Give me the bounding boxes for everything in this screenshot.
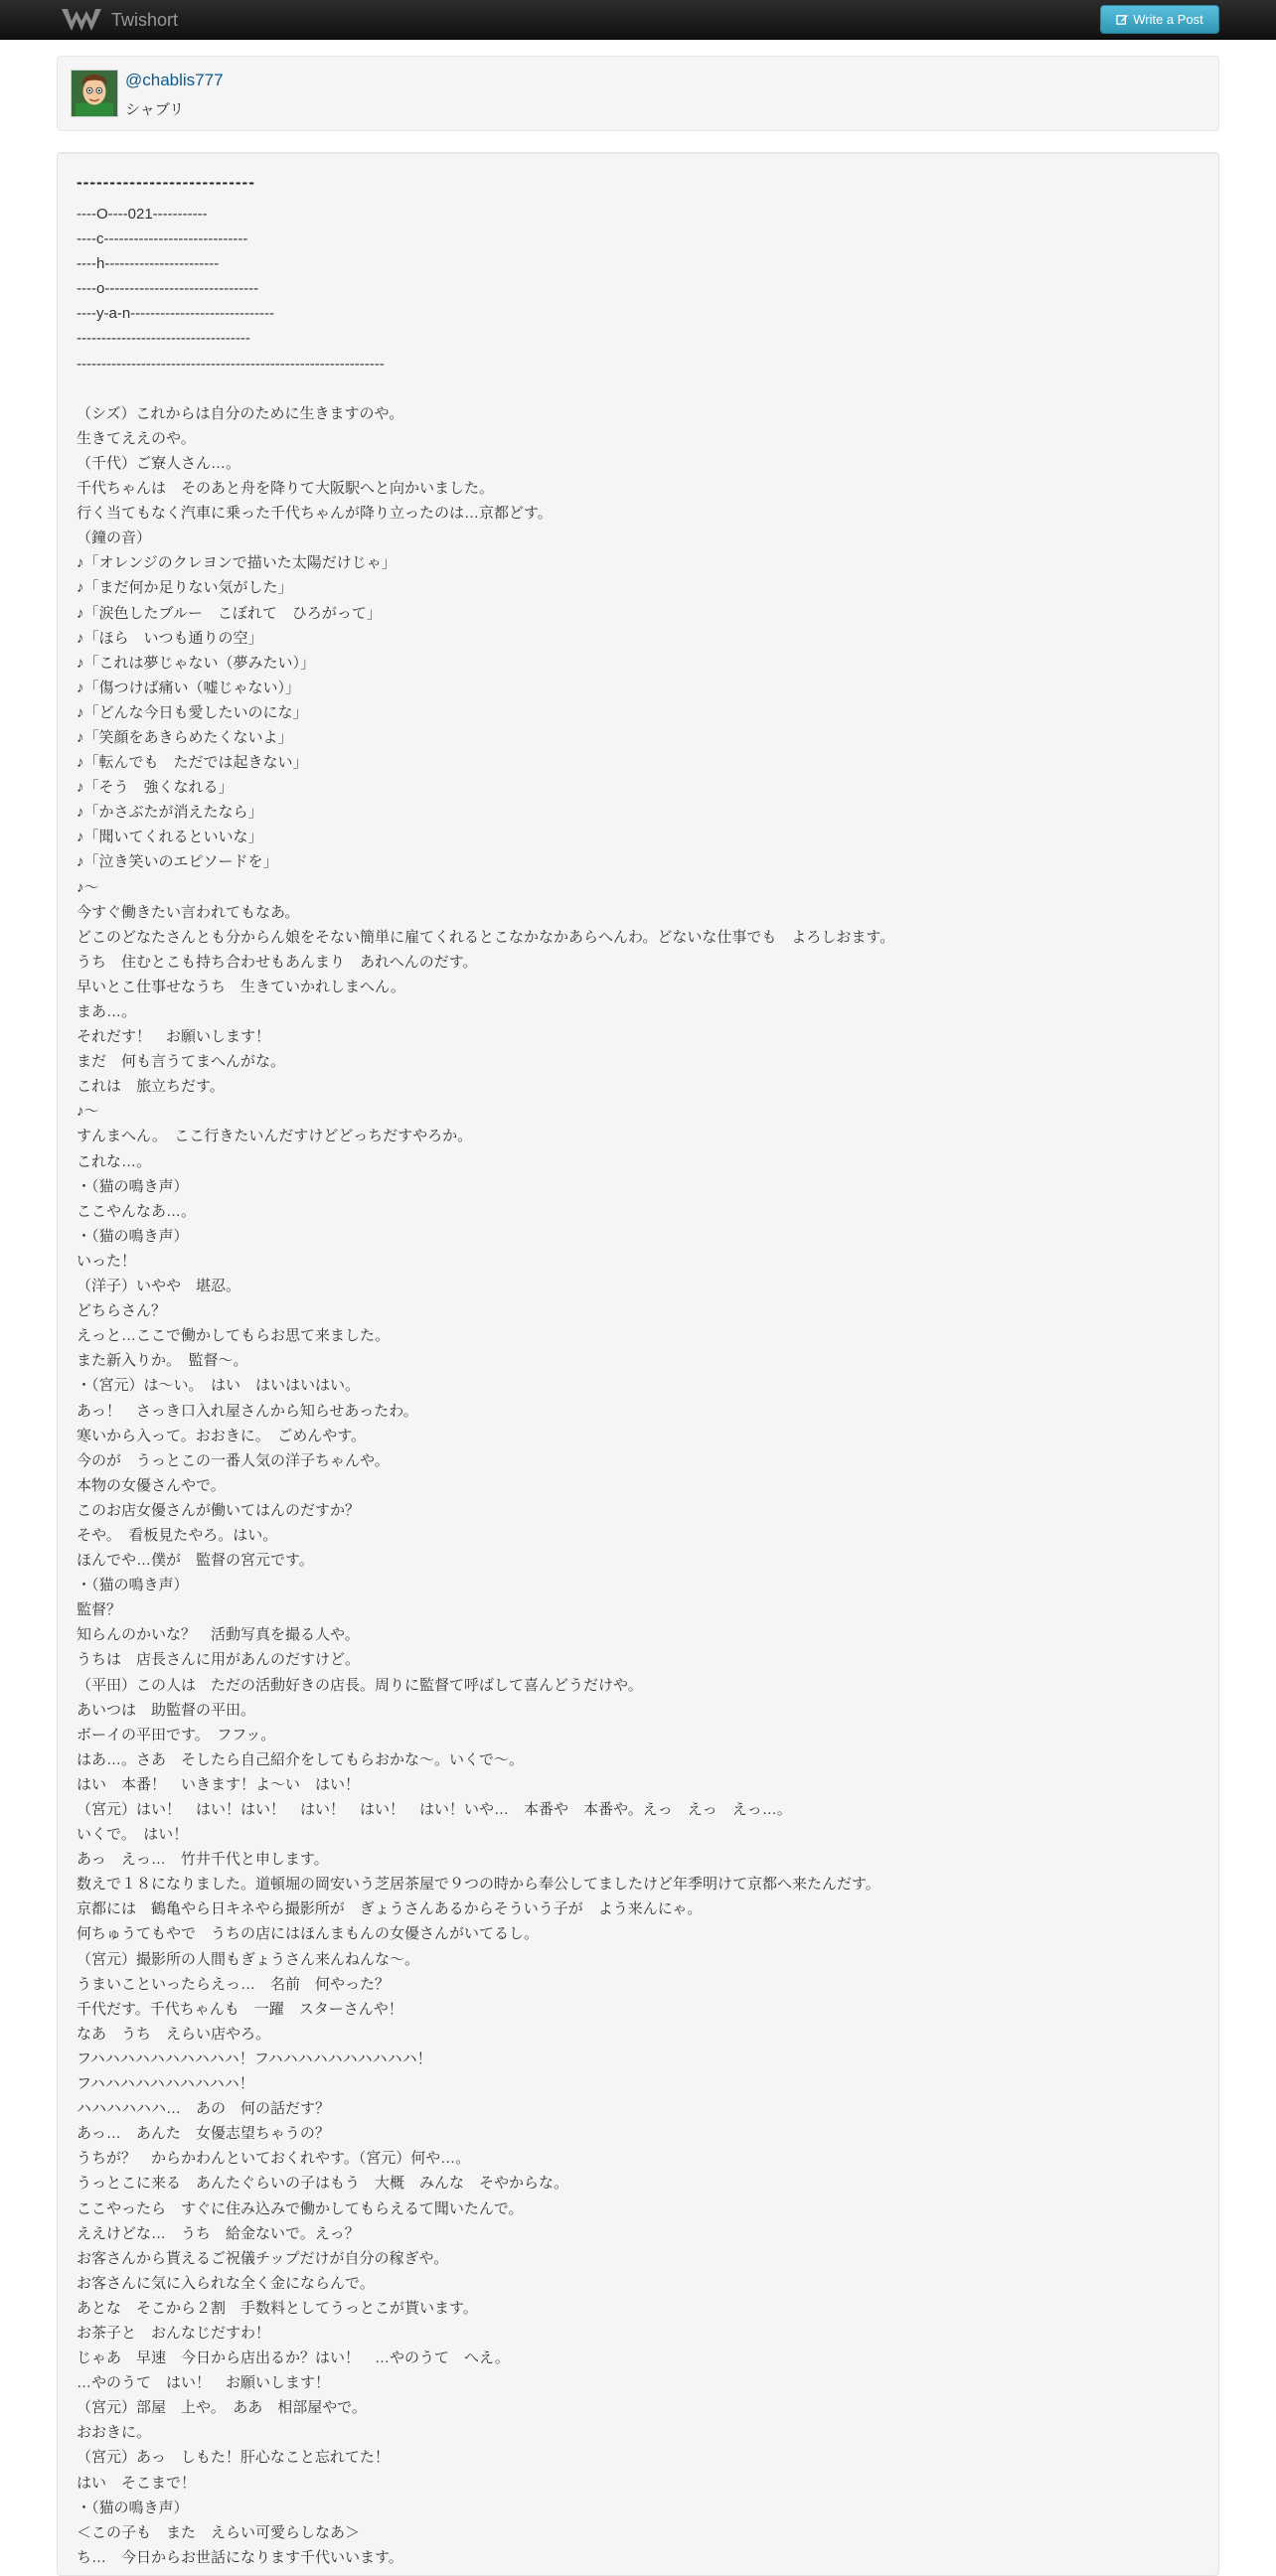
post-line: いくで。 はい！ (77, 1826, 189, 1844)
post-line: ♪「かさぶたが消えたなら」 (77, 804, 263, 822)
post-line: 京都には 鶴亀やら日キネやら撮影所が ぎょうさんあるからそういう子が よう来んにゃ。 (77, 1900, 703, 1918)
edit-icon (1116, 13, 1129, 26)
post-line: それだす！ お願いします！ (77, 1028, 271, 1046)
post-line: なあ うち えらい店やろ。 (77, 2025, 271, 2043)
post-line: 何ちゅうてもやで うちの店にはほんまもんの女優さんがいてるし。 (77, 1925, 540, 1943)
post-line: ♪「そう 強くなれる」 (77, 779, 234, 797)
post-line: （宮元）はい！ はい！はい！ はい！ はい！ はい！いや… 本番や 本番や。えっ えっ えっ…。 (77, 1801, 792, 1818)
author-card (57, 56, 1219, 131)
post-line: ち… 今日からお世話になります千代いいます。 (77, 2548, 403, 2566)
post-line: おおきに。 (77, 2424, 152, 2442)
post-line: （洋子）いやや 堪忍。 (77, 1278, 241, 1295)
post-line: ♪「聞いてくれるといいな」 (77, 829, 263, 846)
post-line: あっ！ さっき口入れ屋さんから知らせあったわ。 (77, 1402, 418, 1420)
post-line: ボーイの平田です。 フフッ。 (77, 1726, 276, 1743)
post-line (77, 377, 1199, 401)
post-line: ・（猫の鳴き声） (77, 2499, 189, 2516)
post-line: お客さんから貰えるご祝儀チップだけが自分の稼ぎや。 (77, 2249, 449, 2267)
post-line: （宮元）部屋 上や。 ああ 相部屋やで。 (77, 2399, 367, 2417)
post-line: （千代）ご寮人さん…。 (77, 454, 241, 472)
post-line: どちらさん？ (77, 1302, 167, 1320)
post-line: ♪「ほら いつも通りの空」 (77, 629, 263, 647)
post-line: まあ…。 (77, 1003, 137, 1020)
post-line: ----------------------------------- (77, 330, 250, 348)
post-line: …やのうて はい！ お願いします！ (77, 2374, 331, 2392)
post-line: また新入りか。 監督～。 (77, 1352, 248, 1370)
post-line: はい 本番！ いきます！よ～い はい！ (77, 1775, 361, 1793)
post-line: （宮元）あっ しもた！肝心なこと忘れてた！ (77, 2449, 390, 2467)
post-line: ----y-a-n----------------------------- (77, 305, 275, 323)
post-line: ・（猫の鳴き声） (77, 1227, 189, 1245)
post-line: ----o------------------------------- (77, 280, 259, 298)
write-post-label: Write a Post (1133, 12, 1203, 27)
post-line: はあ…。さあ そしたら自己紹介をしてもらおかな～。いくで～。 (77, 1750, 525, 1768)
post-line: 千代だす。千代ちゃんも 一躍 スターさんや！ (77, 2000, 403, 2018)
post-line: 行く当てもなく汽車に乗った千代ちゃんが降り立ったのは…京都どす。 (77, 505, 553, 523)
post-line: ----c----------------------------- (77, 230, 248, 248)
post-line: これは 旅立ちだす。 (77, 1078, 225, 1096)
post-line: ♪～ (77, 878, 99, 896)
post-line: 生きてええのや。 (77, 429, 196, 447)
post-line: 監督？ (77, 1601, 122, 1619)
post-line: -------------------------------------------------------------- (77, 355, 385, 373)
post-line: うっとこに来る あんたぐらいの子はもう 大概 みんな そやからな。 (77, 2175, 569, 2193)
post-line: ♪「笑顔をあきらめたくないよ」 (77, 728, 293, 746)
post-line: まだ 何も言うてまへんがな。 (77, 1053, 286, 1071)
post-line: （平田）この人は ただの活動好きの店長。周りに監督て呼ばして喜んどうだけや。 (77, 1676, 643, 1694)
post-line: このお店女優さんが働いてはんのだすか？ (77, 1501, 361, 1519)
post-line: えっと…ここで働かしてもらお思て来ました。 (77, 1327, 391, 1345)
post-line: 寒いから入って。おおきに。 ごめんやす。 (77, 1427, 367, 1444)
post-line: 千代ちゃんは そのあと舟を降りて大阪駅へと向かいました。 (77, 480, 495, 498)
post-line: 今すぐ働きたい言われてもなあ。 (77, 903, 300, 921)
post-line: お茶子と おんなじだすわ！ (77, 2324, 271, 2342)
post-line: 本物の女優さんやで。 (77, 1476, 226, 1494)
post-line: これな…。 (77, 1152, 152, 1170)
post-line: 今のが うっとこの一番人気の洋子ちゃんや。 (77, 1451, 390, 1469)
post-line: はい そこまで！ (77, 2474, 197, 2492)
post-line: ええけどな… うち 給金ないで。えっ？ (77, 2224, 360, 2242)
post-content (57, 152, 1219, 2576)
post-line: 早いとこ仕事せなうち 生きていかれしまへん。 (77, 978, 405, 995)
avatar[interactable] (71, 70, 118, 117)
post-line: ♪「転んでも ただでは起きない」 (77, 754, 308, 772)
post-line: うちは 店長さんに用があんのだすけど。 (77, 1651, 361, 1669)
post-line: ここやったら すぐに住み込みで働かしてもらえるて聞いたんで。 (77, 2199, 524, 2217)
brand-link[interactable] (60, 7, 178, 33)
post-line: うちが？ からかわんといておくれやす。（宮元）何や…。 (77, 2150, 471, 2168)
post-line: いった！ (77, 1252, 137, 1270)
post-line: フハハハハハハハハハハ！フハハハハハハハハハハ！ (77, 2049, 432, 2067)
write-post-button[interactable] (1100, 5, 1219, 34)
post-line: ・（猫の鳴き声） (77, 1577, 189, 1594)
post-line: ♪「泣き笑いのエピソードを」 (77, 853, 278, 871)
post-line: ほんでや…僕が 監督の宮元です。 (77, 1552, 314, 1570)
post-line: フハハハハハハハハハハ！ (77, 2075, 254, 2093)
post-line: ----h----------------------- (77, 255, 220, 273)
post-line: ♪「涙色したブルー こぼれて ひろがって」 (77, 604, 382, 622)
brand-name: Twishort (111, 9, 179, 30)
post-line: （宮元）撮影所の人間もぎょうさん来んねんな～。 (77, 1950, 420, 1968)
post-line: ♪「傷つけば痛い（嘘じゃない）」 (77, 679, 301, 696)
post-line: （鐘の音） (77, 530, 152, 547)
post-line: 数えで１８になりました。道頓堀の岡安いう芝居茶屋で９つの時から奉公してましたけど年季明けて京都へ来たんだす。 (77, 1876, 880, 1894)
post-line: じゃあ 早速 今日から店出るか？はい！ …やのうて へえ。 (77, 2349, 510, 2367)
post-line: （シズ）これからは自分のために生きますのや。 (77, 404, 404, 422)
post-line: あいつは 助監督の平田。 (77, 1701, 256, 1719)
post-line: お客さんに気に入られな全く金にならんで。 (77, 2274, 375, 2292)
post-line: ・（宮元）は～い。 はい はいはいはい。 (77, 1377, 361, 1395)
post-line: ここやんなあ…。 (77, 1202, 197, 1220)
author-display-name: シャブリ (125, 101, 185, 118)
author-handle-link[interactable]: @chablis777 (125, 71, 224, 89)
post-line: ハハハハハハ… あの 何の話だす？ (77, 2100, 331, 2118)
post-line: どこのどなたさんとも分からん娘をそない簡単に雇てくれるとこなかなかあらへんわ。どないな仕事でも よろしおます。 (77, 928, 895, 946)
twishort-logo-icon (60, 7, 103, 33)
post-line: ♪「まだ何か足りない気がした」 (77, 579, 293, 597)
navbar (0, 0, 1276, 40)
post-line: すんまへん。 ここ行きたいんだすけどどっちだすやろか。 (77, 1128, 473, 1145)
post-line: うまいこといったらえっ… 名前 何やった？ (77, 1975, 391, 1993)
post-line: ♪～ (77, 1103, 99, 1121)
post-line: そや。 看板見たやろ。はい。 (77, 1526, 278, 1544)
post-line: ＜この子も また えらい可愛らしなあ＞ (77, 2523, 361, 2541)
post-line: あっ… あんた 女優志望ちゃうの？ (77, 2125, 330, 2143)
post-line: うち 住むとこも持ち合わせもあんまり あれへんのだす。 (77, 953, 478, 971)
post-line: ♪「これは夢じゃない（夢みたい）」 (77, 654, 316, 672)
post-line: あっ えっ… 竹井千代と申します。 (77, 1851, 329, 1869)
post-line: ・（猫の鳴き声） (77, 1177, 189, 1195)
post-line: ----O----021----------- (77, 206, 208, 223)
post-line: ♪「オレンジのクレヨンで描いた太陽だけじゃ」 (77, 554, 397, 572)
post-line: 知らんのかいな？ 活動写真を撮る人や。 (77, 1626, 360, 1644)
post-line: あとな そこから２割 手数料としてうっとこが貰います。 (77, 2299, 478, 2317)
post-title: --------------------------- (77, 173, 255, 192)
post-body (77, 202, 1199, 2570)
post-line: ♪「どんな今日も愛したいのにな」 (77, 703, 308, 721)
